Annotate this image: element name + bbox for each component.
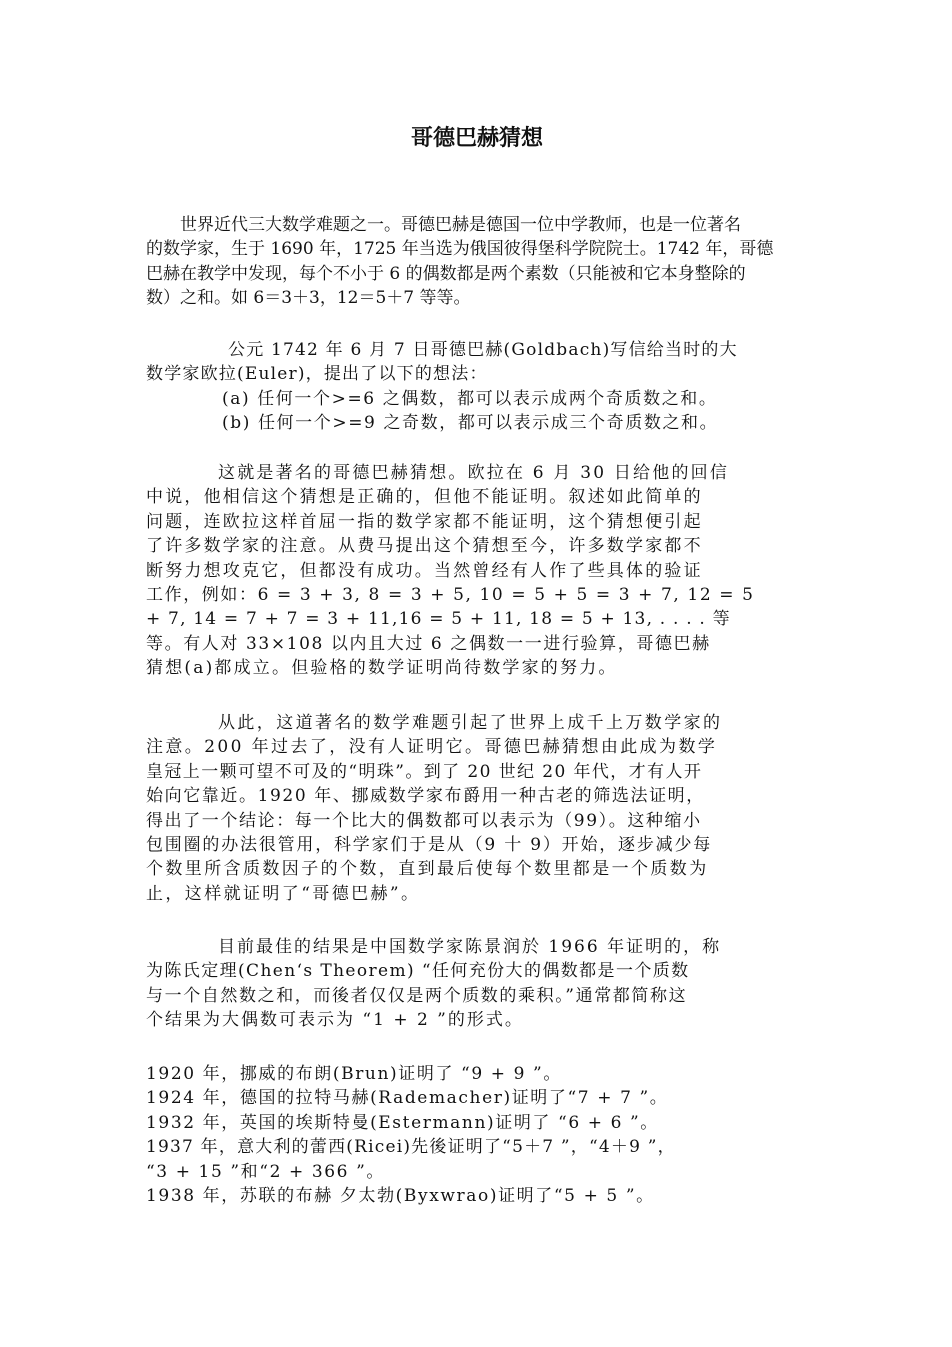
list-item: 1937 年，意大利的蕾西(Ricei)先後证明了“5＋7 ”，“4＋9 ”， (146, 1137, 676, 1158)
paragraph-intro (146, 213, 808, 311)
paragraph-chen-theorem (146, 935, 808, 1033)
text-line: 注意。200 年过去了，没有人证明它。哥德巴赫猜想由此成为数学 (146, 737, 718, 758)
conjecture-item-b: (b) 任何一个>=9 之奇数，都可以表示成三个奇质数之和。 (222, 413, 719, 434)
text-line: 公元 1742 年 6 月 7 日哥德巴赫(Goldbach)写信给当时的大 (228, 340, 738, 360)
list-item: 1938 年，苏联的布赫 夕太勃(Byxwrao)证明了“5 + 5 ”。 (146, 1186, 655, 1207)
text-line: 包围圈的办法很管用，科学家们于是从（9 十 9）开始，逐步减少每 (146, 835, 713, 856)
list-item: 1920 年，挪威的布朗(Brun)证明了 “9 + 9 ”。 (146, 1064, 562, 1084)
text-line: 始向它靠近。1920 年、挪威数学家布爵用一种古老的筛选法证明， (146, 786, 705, 807)
paragraph-history (146, 711, 808, 906)
paragraph-verification (146, 461, 808, 681)
document-title: 哥德巴赫猜想 (410, 126, 543, 151)
text-line: 皇冠上一颗可望不可及的“明珠”。到了 20 世纪 20 年代，才有人开 (146, 761, 703, 782)
list-item: “3 + 15 ”和“2 + 366 ”。 (146, 1161, 385, 1182)
text-line: 为陈氏定理(Chen‘s Theorem) “任何充份大的偶数都是一个质数 (146, 961, 690, 982)
conjecture-item-a: (a) 任何一个>=6 之偶数，都可以表示成两个奇质数之和。 (222, 388, 718, 409)
text-line: 猜想(a)都成立。但验格的数学证明尚待数学家的努力。 (146, 658, 618, 679)
text-line: 中说，他相信这个猜想是正确的，但他不能证明。叙述如此简单的 (146, 487, 703, 508)
list-item: 1924 年，德国的拉特马赫(Rademacher)证明了“7 + 7 ”。 (146, 1088, 669, 1109)
text-line: 问题，连欧拉这样首屈一指的数学家都不能证明，这个猜想便引起 (146, 511, 703, 532)
text-line: 这就是著名的哥德巴赫猜想。欧拉在 6 月 30 日给他的回信 (218, 463, 730, 483)
paragraph-letter (146, 338, 808, 436)
text-line: 得出了一个结论：每一个比大的偶数都可以表示为（99）。这种缩小 (146, 810, 702, 831)
proof-history-list (146, 1062, 808, 1208)
text-line: 目前最佳的结果是中国数学家陈景润於 1966 年证明的，称 (218, 937, 722, 957)
text-line: 的数学家，生于 1690 年，1725 年当选为俄国彼得堡科学院院士。1742 年，哥德 (146, 239, 774, 260)
text-line: 了许多数学家的注意。从费马提出这个猜想至今，许多数学家都不 (146, 536, 703, 557)
text-line: + 7, 14 = 7 + 7 = 3 + 11,16 = 5 + 11, 18 = 5 + 13, . . . . 等 (146, 609, 731, 630)
text-line: 工作，例如：6 = 3 + 3, 8 = 3 + 5, 10 = 5 + 5 = 3 + 7, 12 = 5 (146, 585, 755, 606)
text-line: 世界近代三大数学难题之一。哥德巴赫是德国一位中学教师，也是一位著名 (180, 215, 741, 235)
text-line: 个结果为大偶数可表示为 “1 + 2 ”的形式。 (146, 1010, 524, 1031)
text-line: 止，这样就证明了“哥德巴赫”。 (146, 883, 421, 904)
text-line: 个数里所含质数因子的个数，直到最后使每个数里都是一个质数为 (146, 859, 709, 880)
text-line: 巴赫在教学中发现，每个不小于 6 的偶数都是两个素数（只能被和它本身整除的 (146, 263, 746, 284)
text-line: 与一个自然数之和，而後者仅仅是两个质数的乘积。”通常都简称这 (146, 985, 688, 1006)
text-line: 等。有人对 33×108 以内且大过 6 之偶数一一进行验算，哥德巴赫 (146, 633, 711, 654)
text-line: 断努力想攻克它，但都没有成功。当然曾经有人作了些具体的验证 (146, 560, 703, 581)
text-line: 数）之和。如 6＝3＋3，12＝5＋7 等等。 (146, 288, 471, 309)
list-item: 1932 年，英国的埃斯特曼(Estermann)证明了 “6 + 6 ”。 (146, 1112, 659, 1133)
text-line: 数学家欧拉(Euler)，提出了以下的想法： (146, 364, 488, 385)
text-line: 从此，这道著名的数学难题引起了世界上成千上万数学家的 (218, 713, 723, 733)
